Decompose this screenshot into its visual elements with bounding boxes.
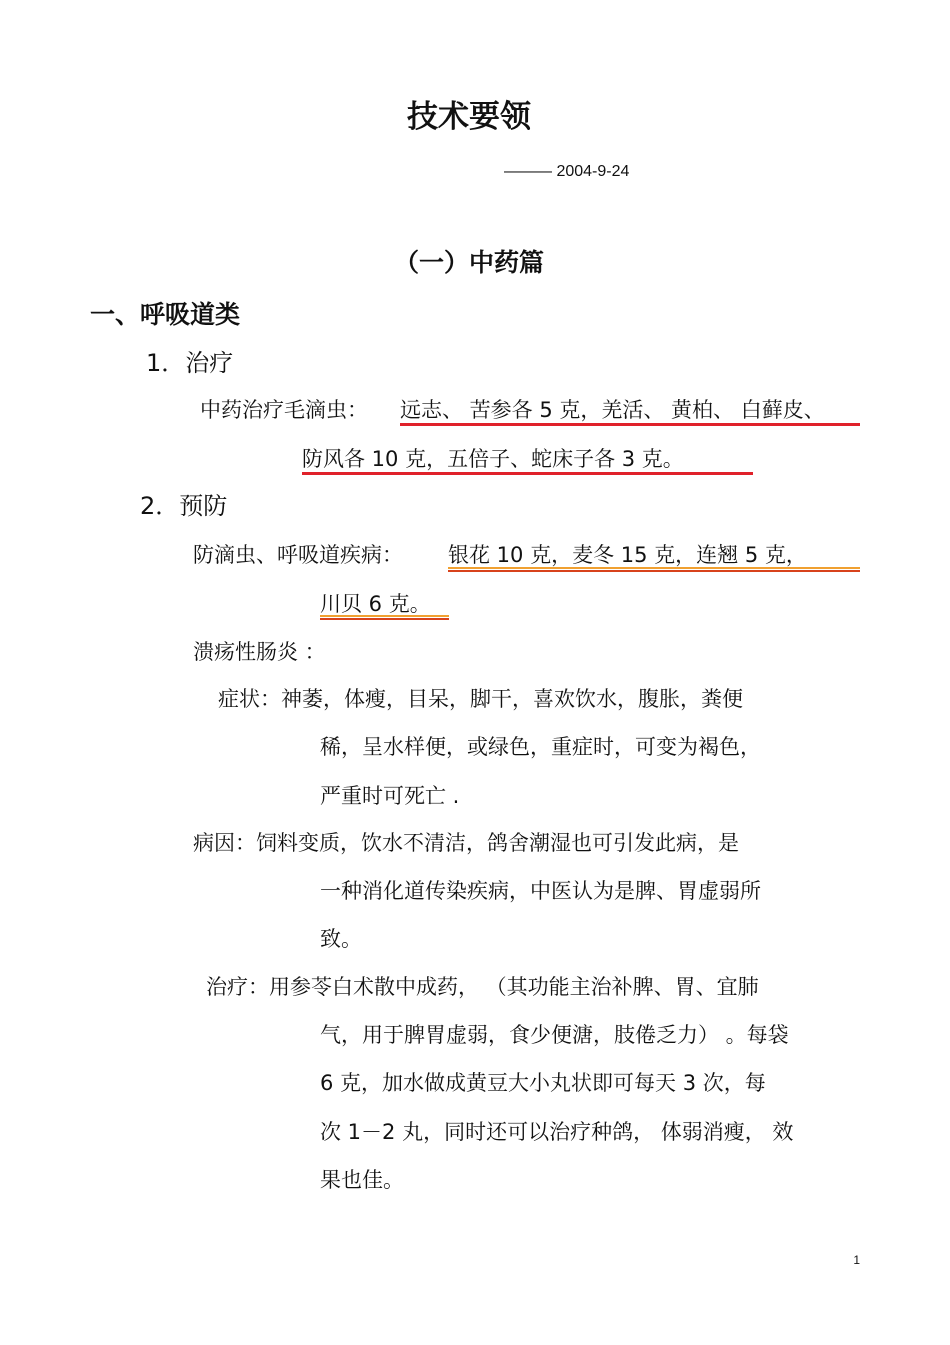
prevention-lead: 防滴虫、呼吸道疾病：	[193, 543, 403, 567]
cause-line-2: 一种消化道传染疾病，中医认为是脾、胃虚弱所	[320, 879, 761, 903]
page-number: 1	[853, 1253, 860, 1267]
symptom-line-1: 症状：神萎，体瘦，目呆，脚干，喜欢饮水，腹胀，粪便	[218, 687, 743, 711]
symptom-line-3: 严重时可死亡 .	[320, 784, 460, 808]
symptom-line-2: 稀，呈水样便，或绿色，重症时，可变为褐色，	[320, 735, 761, 759]
orange-underline-2	[320, 615, 449, 620]
treatment-line-2: 防风各 10 克，五倍子、蛇床子各 3 克。	[302, 447, 684, 471]
therapy-line-5: 果也佳。	[320, 1168, 404, 1192]
therapy-line-1: 治疗：用参苓白术散中成药， （其功能主治补脾、胃、宜肺	[206, 975, 759, 999]
section-heading-respiratory: 一、呼吸道类	[90, 300, 241, 329]
treatment-lead: 中药治疗毛滴虫：	[200, 398, 368, 422]
red-underline-1	[400, 423, 860, 426]
prevention-line-2: 川贝 6 克。	[320, 592, 431, 616]
orange-underline-1	[448, 567, 860, 572]
subsection-treatment: 1．治疗	[146, 349, 234, 377]
therapy-line-3: 6 克，加水做成黄豆大小丸状即可每天 3 次，每	[320, 1071, 766, 1095]
red-underline-2	[302, 472, 753, 475]
therapy-line-4: 次 1－2 丸，同时还可以治疗种鸽， 体弱消瘦， 效	[320, 1120, 794, 1144]
document-date: ——— 2004-9-24	[504, 163, 630, 180]
treatment-line-1: 远志、 苦参各 5 克，羌活、 黄柏、 白藓皮、	[400, 398, 825, 422]
part-heading: （一）中药篇	[393, 248, 544, 277]
cause-line-1: 病因：饲料变质，饮水不清洁，鸽舍潮湿也可引发此病，是	[193, 831, 739, 855]
subsection-prevention: 2．预防	[140, 492, 228, 520]
cause-line-3: 致。	[320, 927, 362, 951]
colitis-label: 溃疡性肠炎 ：	[193, 640, 326, 664]
therapy-line-2: 气，用于脾胃虚弱，食少便溏，肢倦乏力） 。每袋	[320, 1023, 789, 1047]
document-title: 技术要领	[407, 99, 531, 135]
prevention-line-1: 银花 10 克，麦冬 15 克，连翘 5 克，	[448, 543, 807, 567]
